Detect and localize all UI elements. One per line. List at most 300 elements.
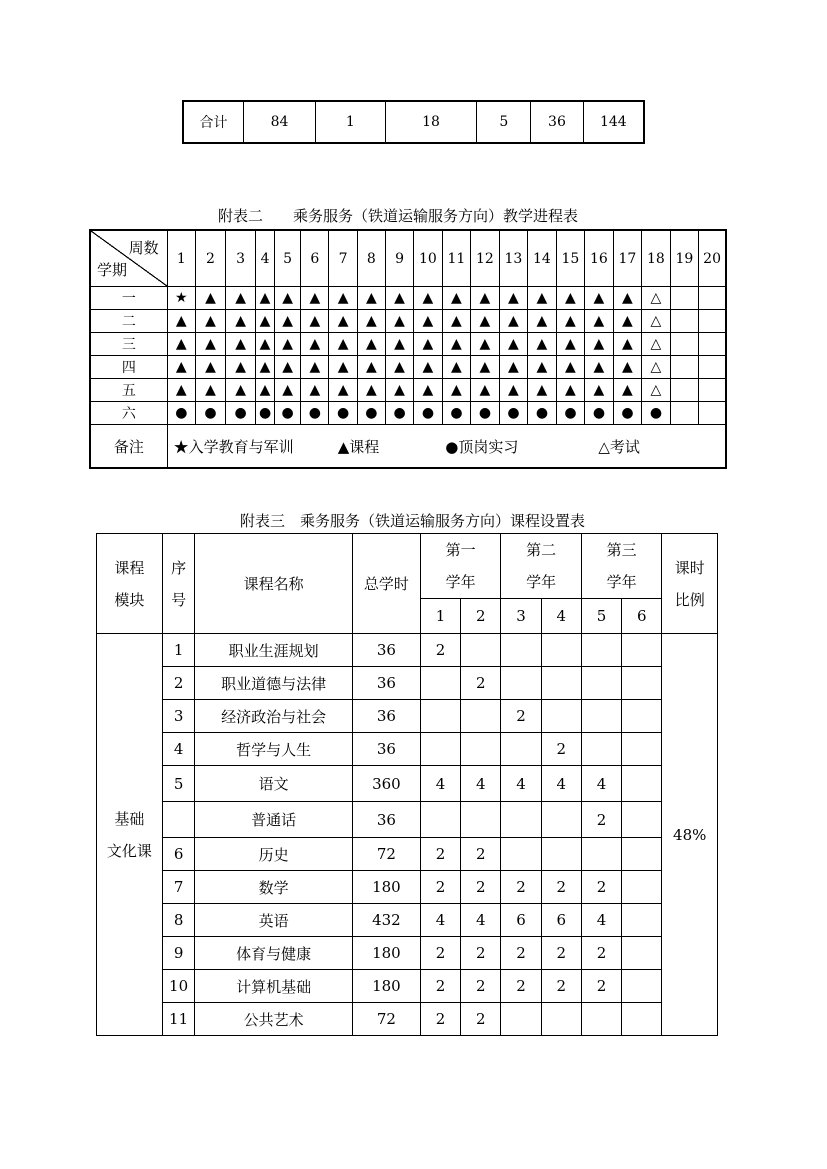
weekly-hours-cell: 2 (420, 1003, 460, 1036)
weekly-hours-cell (461, 802, 501, 838)
weekly-hours-cell: 2 (541, 937, 581, 970)
weekly-hours-cell (581, 1003, 621, 1036)
schedule-symbol-cell: ▲ (256, 333, 275, 356)
schedule-symbol-cell: ▲ (274, 310, 300, 333)
ratio-header-line: 比例 (674, 590, 705, 609)
total-hours-cell: 180 (352, 871, 420, 904)
weekly-hours-cell (581, 634, 621, 667)
schedule-symbol-cell: ▲ (256, 287, 275, 310)
weekly-hours-cell: 4 (501, 766, 541, 802)
weekly-hours-cell (420, 733, 460, 766)
term-cell: 二 (90, 310, 167, 333)
course-row (97, 700, 718, 733)
course-name-cell: 语文 (195, 766, 352, 802)
week-header-cell: 10 (414, 230, 443, 287)
schedule-symbol-cell: ▲ (585, 333, 614, 356)
schedule-symbol-cell: ▲ (442, 287, 471, 310)
schedule-symbol-cell: ▲ (167, 356, 195, 379)
schedule-header-row (90, 230, 726, 287)
term-number-header: 4 (541, 599, 581, 634)
week-header-cell: 4 (256, 230, 275, 287)
term-cell: 一 (90, 287, 167, 310)
schedule-symbol-cell: ▲ (226, 356, 256, 379)
weekly-hours-cell: 2 (581, 937, 621, 970)
total-cell: 1 (315, 101, 385, 143)
weeks-label: 周数 (128, 239, 159, 257)
weekly-hours-cell (541, 667, 581, 700)
schedule-note-row (90, 425, 726, 469)
schedule-symbol-cell (670, 356, 699, 379)
weekly-hours-cell (501, 667, 541, 700)
courses-table (96, 533, 718, 1036)
weekly-hours-cell (541, 634, 581, 667)
schedule-symbol-cell: ▲ (556, 310, 585, 333)
weekly-hours-cell: 4 (461, 766, 501, 802)
schedule-symbol-cell: ● (301, 402, 329, 425)
seq-cell: 9 (162, 937, 195, 970)
schedule-symbol-cell: ▲ (613, 356, 642, 379)
course-row (97, 802, 718, 838)
weekly-hours-cell: 2 (461, 937, 501, 970)
schedule-symbol-cell: ▲ (528, 379, 557, 402)
seq-cell: 3 (162, 700, 195, 733)
course-name-cell: 职业生涯规划 (195, 634, 352, 667)
weekly-hours-cell (581, 733, 621, 766)
schedule-row (90, 310, 726, 333)
total-hours-cell: 36 (352, 634, 420, 667)
weekly-hours-cell (461, 733, 501, 766)
weekly-hours-cell: 2 (461, 667, 501, 700)
weekly-hours-cell: 2 (581, 970, 621, 1003)
schedule-symbol-cell: ▲ (556, 356, 585, 379)
weekly-hours-cell (501, 634, 541, 667)
weekly-hours-cell: 4 (420, 766, 460, 802)
weekly-hours-cell: 2 (420, 937, 460, 970)
seq-cell: 2 (162, 667, 195, 700)
schedule-symbol-cell: ▲ (499, 333, 528, 356)
total-hours-cell: 432 (352, 904, 420, 937)
weekly-hours-cell (541, 1003, 581, 1036)
seq-cell: 1 (162, 634, 195, 667)
total-hours-cell: 72 (352, 838, 420, 871)
schedule-symbol-cell: ▲ (167, 333, 195, 356)
total-label: 合计 (183, 101, 244, 143)
weekly-hours-cell: 2 (461, 970, 501, 1003)
schedule-symbol-cell: ▲ (414, 287, 443, 310)
course-row (97, 733, 718, 766)
week-header-cell: 9 (385, 230, 413, 287)
week-header-cell: 13 (499, 230, 528, 287)
schedule-symbol-cell: ▲ (195, 379, 225, 402)
schedule-symbol-cell (670, 333, 699, 356)
schedule-symbol-cell: ● (442, 402, 471, 425)
schedule-symbol-cell: ▲ (414, 379, 443, 402)
weekly-hours-cell: 2 (501, 937, 541, 970)
schedule-symbol-cell: ▲ (385, 333, 413, 356)
legend-cell (167, 425, 726, 469)
schedule-symbol-cell: ▲ (195, 333, 225, 356)
schedule-symbol-cell: ▲ (385, 379, 413, 402)
total-cell: 84 (244, 101, 316, 143)
schedule-symbol-cell: ▲ (385, 310, 413, 333)
schedule-symbol-cell: ▲ (613, 287, 642, 310)
course-name-cell: 历史 (195, 838, 352, 871)
weekly-hours-cell (501, 838, 541, 871)
schedule-symbol-cell: ● (613, 402, 642, 425)
seq-cell: 7 (162, 871, 195, 904)
schedule-symbol-cell: ▲ (274, 333, 300, 356)
legend-item: ▲课程 (337, 437, 380, 456)
course-name-cell: 体育与健康 (195, 937, 352, 970)
schedule-symbol-cell: ▲ (274, 356, 300, 379)
schedule-symbol-cell: ▲ (528, 333, 557, 356)
weekly-hours-cell: 2 (420, 634, 460, 667)
weekly-hours-cell (622, 970, 662, 1003)
weekly-hours-cell (420, 667, 460, 700)
week-header-cell: 1 (167, 230, 195, 287)
schedule-symbol-cell: ● (357, 402, 385, 425)
total-table (182, 100, 645, 144)
seq-cell: 10 (162, 970, 195, 1003)
weekly-hours-cell (622, 871, 662, 904)
schedule-symbol-cell: ▲ (585, 310, 614, 333)
schedule-symbol-cell: ▲ (385, 287, 413, 310)
course-row (97, 634, 718, 667)
schedule-row (90, 287, 726, 310)
module-name-line: 基础 (114, 809, 145, 828)
weekly-hours-cell: 4 (541, 766, 581, 802)
schedule-row (90, 356, 726, 379)
weekly-hours-cell: 2 (541, 733, 581, 766)
course-name-cell: 数学 (195, 871, 352, 904)
term-number-header: 6 (622, 599, 662, 634)
total-hours-cell: 180 (352, 937, 420, 970)
schedule-symbol-cell: ▲ (499, 287, 528, 310)
weekly-hours-cell: 4 (581, 766, 621, 802)
schedule-symbol-cell: ▲ (226, 333, 256, 356)
schedule-symbol-cell: ● (499, 402, 528, 425)
weekly-hours-cell (622, 700, 662, 733)
schedule-symbol-cell: ▲ (442, 379, 471, 402)
schedule-symbol-cell: ▲ (301, 356, 329, 379)
schedule-symbol-cell: ▲ (442, 310, 471, 333)
course-row (97, 838, 718, 871)
schedule-symbol-cell: ● (642, 402, 671, 425)
weekly-hours-cell: 2 (420, 838, 460, 871)
schedule-symbol-cell: ▲ (301, 333, 329, 356)
term-cell: 五 (90, 379, 167, 402)
week-header-cell: 20 (699, 230, 726, 287)
course-row (97, 766, 718, 802)
weekly-hours-cell (622, 667, 662, 700)
seq-cell: 4 (162, 733, 195, 766)
seq-cell: 6 (162, 838, 195, 871)
weekly-hours-cell: 2 (541, 970, 581, 1003)
schedule-symbol-cell: ▲ (301, 287, 329, 310)
total-hours-header: 总学时 (352, 534, 420, 634)
schedule-symbol-cell: ▲ (585, 379, 614, 402)
module-header-line: 课程 (114, 558, 145, 577)
course-row (97, 1003, 718, 1036)
schedule-symbol-cell (699, 287, 726, 310)
week-header-cell: 8 (357, 230, 385, 287)
total-cell: 36 (531, 101, 583, 143)
weekly-hours-cell: 4 (581, 904, 621, 937)
week-header-cell: 12 (471, 230, 500, 287)
week-header-cell: 3 (226, 230, 256, 287)
total-hours-cell: 36 (352, 733, 420, 766)
weekly-hours-cell: 2 (541, 871, 581, 904)
schedule-symbol-cell: ▲ (471, 379, 500, 402)
note-label: 备注 (90, 425, 167, 469)
schedule-symbol-cell: ★ (167, 287, 195, 310)
weekly-hours-cell (501, 802, 541, 838)
schedule-row (90, 379, 726, 402)
legend-item: △考试 (598, 437, 640, 456)
school-year-header-line: 第二 (526, 541, 557, 559)
total-cell: 5 (477, 101, 531, 143)
week-header-cell: 6 (301, 230, 329, 287)
schedule-corner-cell (90, 230, 167, 287)
schedule-symbol-cell: ▲ (613, 310, 642, 333)
weekly-hours-cell: 6 (541, 904, 581, 937)
course-name-cell: 职业道德与法律 (195, 667, 352, 700)
weekly-hours-cell (420, 802, 460, 838)
module-header-line: 模块 (114, 590, 145, 609)
schedule-symbol-cell: ▲ (329, 287, 357, 310)
weekly-hours-cell: 2 (581, 871, 621, 904)
schedule-symbol-cell: ▲ (226, 379, 256, 402)
schedule-symbol-cell (670, 379, 699, 402)
total-hours-cell: 360 (352, 766, 420, 802)
schedule-row (90, 333, 726, 356)
seq-cell (162, 802, 195, 838)
weekly-hours-cell (501, 733, 541, 766)
weekly-hours-cell (581, 667, 621, 700)
course-name-header: 课程名称 (195, 534, 352, 634)
course-row (97, 667, 718, 700)
schedule-symbol-cell (699, 333, 726, 356)
weekly-hours-cell (622, 733, 662, 766)
schedule-symbol-cell: ▲ (167, 379, 195, 402)
term-number-header: 2 (461, 599, 501, 634)
weekly-hours-cell: 2 (581, 802, 621, 838)
course-name-cell: 公共艺术 (195, 1003, 352, 1036)
weekly-hours-cell (581, 838, 621, 871)
schedule-symbol-cell: ▲ (226, 310, 256, 333)
schedule-symbol-cell: ▲ (471, 310, 500, 333)
term-cell: 六 (90, 402, 167, 425)
schedule-symbol-cell (670, 310, 699, 333)
module-cell (97, 634, 163, 1036)
weekly-hours-cell (461, 700, 501, 733)
weekly-hours-cell: 2 (461, 871, 501, 904)
schedule-symbol-cell: ▲ (556, 379, 585, 402)
schedule-symbol-cell: ▲ (195, 310, 225, 333)
weekly-hours-cell: 4 (461, 904, 501, 937)
schedule-symbol-cell (699, 379, 726, 402)
schedule-symbol-cell: ▲ (585, 356, 614, 379)
schedule-symbol-cell: ● (226, 402, 256, 425)
schedule-symbol-cell: ▲ (471, 287, 500, 310)
schedule-symbol-cell: △ (642, 379, 671, 402)
weekly-hours-cell (541, 802, 581, 838)
school-year-header-line: 第一 (445, 541, 476, 559)
total-cell: 18 (385, 101, 477, 143)
ratio-header (662, 534, 718, 634)
school-year-header-line: 第三 (606, 541, 637, 559)
schedule-symbol-cell: ▲ (499, 379, 528, 402)
term-label: 学期 (97, 261, 128, 279)
weekly-hours-cell (622, 766, 662, 802)
schedule-symbol-cell: ▲ (226, 287, 256, 310)
week-header-cell: 5 (274, 230, 300, 287)
ratio-cell: 48% (662, 634, 718, 1036)
total-hours-cell: 180 (352, 970, 420, 1003)
schedule-symbol-cell: ▲ (528, 356, 557, 379)
schedule-symbol-cell: ▲ (357, 287, 385, 310)
schedule-row (90, 402, 726, 425)
schedule-symbol-cell: ▲ (195, 356, 225, 379)
weekly-hours-cell: 2 (461, 838, 501, 871)
term-cell: 三 (90, 333, 167, 356)
schedule-symbol-cell: ▲ (499, 356, 528, 379)
weekly-hours-cell (622, 634, 662, 667)
schedule-symbol-cell: ● (385, 402, 413, 425)
schedule-symbol-cell: △ (642, 287, 671, 310)
schedule-symbol-cell: △ (642, 310, 671, 333)
school-year-header (420, 534, 501, 599)
week-header-cell: 2 (195, 230, 225, 287)
schedule-symbol-cell: ▲ (329, 310, 357, 333)
course-name-cell: 哲学与人生 (195, 733, 352, 766)
schedule-symbol-cell: ▲ (274, 287, 300, 310)
schedule-symbol-cell: ▲ (471, 333, 500, 356)
term-number-header: 3 (501, 599, 541, 634)
schedule-symbol-cell: ● (556, 402, 585, 425)
week-header-cell: 7 (329, 230, 357, 287)
schedule-symbol-cell: ▲ (329, 333, 357, 356)
schedule-symbol-cell: ● (167, 402, 195, 425)
week-header-cell: 11 (442, 230, 471, 287)
schedule-symbol-cell: △ (642, 356, 671, 379)
weekly-hours-cell: 2 (501, 700, 541, 733)
schedule-symbol-cell: ▲ (256, 310, 275, 333)
schedule-symbol-cell: ▲ (585, 287, 614, 310)
courses-caption: 附表三 乘务服务（铁道运输服务方向）课程设置表 (240, 512, 586, 530)
seq-cell: 5 (162, 766, 195, 802)
week-header-cell: 18 (642, 230, 671, 287)
legend-item: ●顶岗实习 (445, 437, 519, 456)
schedule-symbol-cell: ● (329, 402, 357, 425)
weekly-hours-cell (541, 700, 581, 733)
weekly-hours-cell (581, 700, 621, 733)
schedule-symbol-cell: ▲ (329, 356, 357, 379)
course-row (97, 937, 718, 970)
weekly-hours-cell (622, 838, 662, 871)
course-name-cell: 计算机基础 (195, 970, 352, 1003)
schedule-symbol-cell (670, 402, 699, 425)
seq-header (162, 534, 195, 634)
week-header-cell: 17 (613, 230, 642, 287)
schedule-symbol-cell: ▲ (528, 287, 557, 310)
schedule-symbol-cell: ▲ (556, 333, 585, 356)
schedule-symbol-cell: ▲ (414, 356, 443, 379)
weekly-hours-cell: 2 (420, 970, 460, 1003)
weekly-hours-cell: 2 (420, 871, 460, 904)
schedule-symbol-cell: ▲ (556, 287, 585, 310)
seq-cell: 8 (162, 904, 195, 937)
legend-item: ★入学教育与军训 (173, 437, 294, 456)
schedule-symbol-cell: ▲ (274, 379, 300, 402)
weekly-hours-cell (501, 1003, 541, 1036)
weekly-hours-cell (420, 700, 460, 733)
total-hours-cell: 72 (352, 1003, 420, 1036)
schedule-symbol-cell: ▲ (528, 310, 557, 333)
schedule-symbol-cell: ● (585, 402, 614, 425)
schedule-symbol-cell (699, 402, 726, 425)
schedule-symbol-cell: ▲ (442, 333, 471, 356)
schedule-symbol-cell: ▲ (414, 310, 443, 333)
course-name-cell: 经济政治与社会 (195, 700, 352, 733)
term-cell: 四 (90, 356, 167, 379)
school-year-header-line: 学年 (606, 573, 637, 591)
weekly-hours-cell: 4 (420, 904, 460, 937)
schedule-symbol-cell: ▲ (256, 356, 275, 379)
total-cell: 144 (583, 101, 644, 143)
seq-header-line: 序 (171, 558, 187, 577)
schedule-symbol-cell: ▲ (471, 356, 500, 379)
schedule-symbol-cell: ▲ (357, 333, 385, 356)
total-row (183, 101, 644, 143)
schedule-symbol-cell: ▲ (442, 356, 471, 379)
schedule-symbol-cell: ▲ (167, 310, 195, 333)
total-hours-cell: 36 (352, 667, 420, 700)
weekly-hours-cell (541, 838, 581, 871)
weekly-hours-cell: 2 (461, 1003, 501, 1036)
total-hours-cell: 36 (352, 700, 420, 733)
weekly-hours-cell (461, 634, 501, 667)
schedule-symbol-cell: ● (274, 402, 300, 425)
schedule-symbol-cell: ▲ (499, 310, 528, 333)
schedule-symbol-cell: ▲ (385, 356, 413, 379)
school-year-header (581, 534, 662, 599)
weekly-hours-cell (622, 937, 662, 970)
schedule-symbol-cell: ▲ (256, 379, 275, 402)
schedule-symbol-cell: ▲ (301, 379, 329, 402)
schedule-symbol-cell (699, 310, 726, 333)
schedule-symbol-cell: ▲ (301, 310, 329, 333)
schedule-symbol-cell: ▲ (414, 333, 443, 356)
schedule-symbol-cell: ▲ (195, 287, 225, 310)
term-number-header: 5 (581, 599, 621, 634)
weekly-hours-cell: 6 (501, 904, 541, 937)
ratio-header-line: 课时 (674, 558, 705, 577)
module-name-line: 文化课 (106, 841, 152, 860)
term-number-header: 1 (420, 599, 460, 634)
course-row (97, 970, 718, 1003)
schedule-symbol-cell: ▲ (613, 333, 642, 356)
school-year-header (501, 534, 582, 599)
total-hours-cell: 36 (352, 802, 420, 838)
schedule-symbol-cell: ▲ (613, 379, 642, 402)
weekly-hours-cell (622, 802, 662, 838)
seq-cell: 11 (162, 1003, 195, 1036)
schedule-symbol-cell: ● (414, 402, 443, 425)
week-header-cell: 16 (585, 230, 614, 287)
schedule-symbol-cell (699, 356, 726, 379)
week-header-cell: 14 (528, 230, 557, 287)
